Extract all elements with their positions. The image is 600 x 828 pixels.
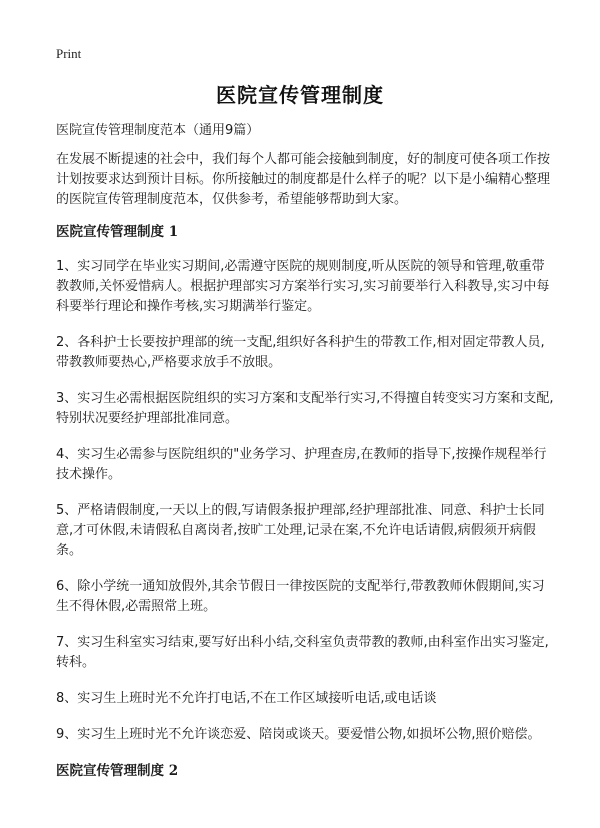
rule-item-2: 2、各科护士长要按护理部的统一支配,组织好各科护生的带教工作,相对固定带教人员,带教教师要热心,严格要求放手不放眼。 — [56, 335, 545, 370]
document-body — [56, 121, 556, 796]
rule-item-8: 8、实习生上班时光不允许打电话,不在工作区域接听电话,或电话谈 — [56, 691, 437, 706]
rule-item-4: 4、实习生必需参与医院组织的"业务学习、护理查房,在教师的指导下,按操作规程举行技术操作。 — [56, 447, 547, 482]
intro-paragraph: 在发展不断提速的社会中，我们每个人都可能会接触到制度，好的制度可使各项工作按计划按要求达到预计目标。你所接触过的制度都是什么样子的呢？以下是小编精心整理的医院宣传管理制度范本，仅供参考，希望能够帮助到大家。 — [56, 152, 551, 207]
section-heading-1: 医院宣传管理制度 1 — [56, 224, 179, 240]
rule-item-9: 9、实习生上班时光不允许谈恋爱、陪岗或谈天。要爱惜公物,如损坏公物,照价赔偿。 — [56, 727, 541, 742]
document-subtitle: 医院宣传管理制度范本（通用9篇） — [56, 123, 260, 138]
rule-item-3: 3、实习生必需根据医院组织的实习方案和支配举行实习,不得擅自转变实习方案和支配,特别状况要经护理部批准同意。 — [56, 391, 554, 426]
rule-item-5: 5、严格请假制度,一天以上的假,写请假条报护理部,经护理部批准、同意、科护士长同意,才可休假,未请假私自离岗者,按旷工处理,记录在案,不允许电话请假,病假须开病假条。 — [56, 503, 545, 558]
section-heading-2: 医院宣传管理制度 2 — [56, 763, 179, 779]
rule-item-1: 1、实习同学在毕业实习期间,必需遵守医院的规则制度,听从医院的领导和管理,敬重带教教师,关怀爱惜病人。根据护理部实习方案举行实习,实习前要举行入科教导,实习中每科要举行理论和操作考核,实习期满举行鉴定。 — [56, 259, 550, 314]
rule-item-7: 7、实习生科室实习结束,要写好出科小结,交科室负责带教的教师,由科室作出实习鉴定,转科。 — [56, 635, 549, 670]
print-link[interactable]: Print — [56, 46, 82, 61]
rule-item-6: 6、除小学统一通知放假外,其余节假日一律按医院的支配举行,带教教师休假期间,实习生不得休假,必需照常上班。 — [56, 579, 545, 614]
page-title: 医院宣传管理制度 — [216, 83, 384, 107]
